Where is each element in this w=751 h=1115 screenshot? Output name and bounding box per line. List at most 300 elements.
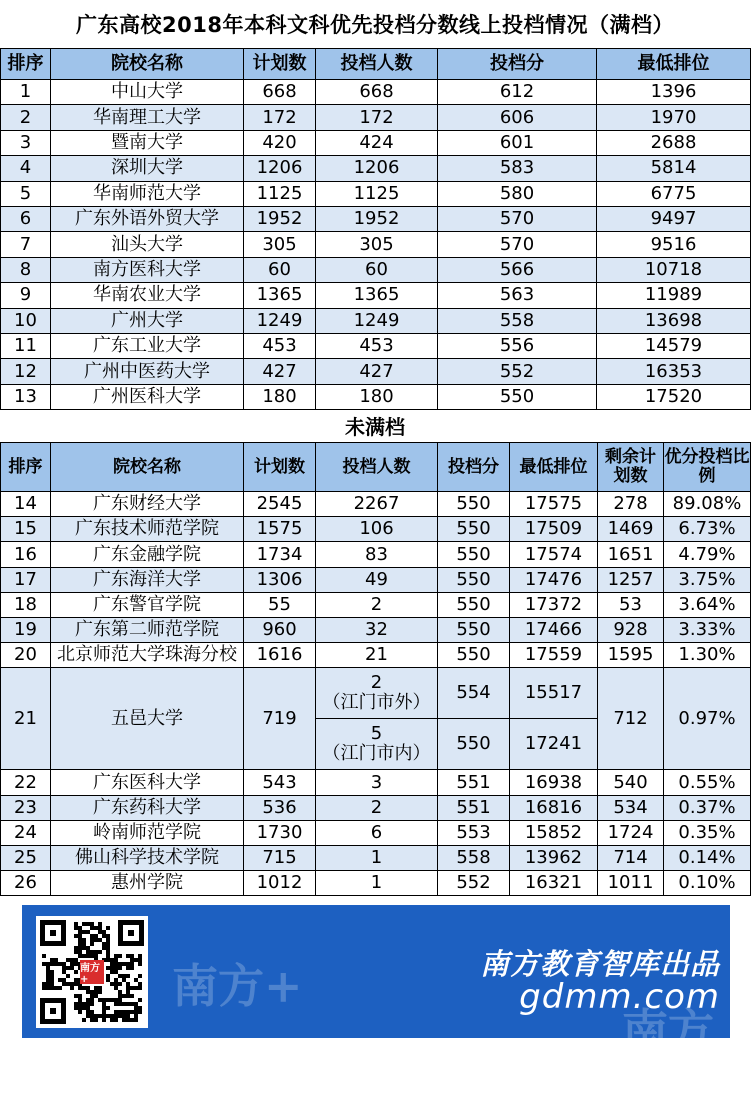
qr-module xyxy=(94,938,98,942)
qr-module xyxy=(98,950,102,954)
qr-module xyxy=(86,1006,90,1010)
qr-module xyxy=(106,998,110,1002)
cell-admitted: 49 xyxy=(316,567,438,592)
qr-module xyxy=(94,986,98,990)
qr-module xyxy=(114,1002,118,1006)
col-school: 院校名称 xyxy=(51,49,244,80)
qr-module xyxy=(138,958,142,962)
qr-module xyxy=(82,946,86,950)
qr-module xyxy=(138,1006,142,1010)
qr-module xyxy=(106,974,110,978)
cell-min-position: 9497 xyxy=(597,206,751,231)
qr-module xyxy=(134,978,138,982)
cell-score: 583 xyxy=(438,156,597,181)
qr-module xyxy=(114,978,118,982)
qr-module xyxy=(46,986,50,990)
qr-module xyxy=(94,990,98,994)
qr-module xyxy=(138,962,142,966)
qr-module xyxy=(102,998,106,1002)
cell-school: 广东医科大学 xyxy=(51,770,244,795)
cell-rank: 6 xyxy=(1,206,51,231)
cell-plan: 55 xyxy=(244,592,316,617)
cell-min-position: 5814 xyxy=(597,156,751,181)
qr-module xyxy=(130,1002,134,1006)
qr-module xyxy=(90,950,94,954)
cell-min-position: 16321 xyxy=(510,871,598,896)
qr-module xyxy=(114,986,118,990)
qr-module xyxy=(90,1014,94,1018)
qr-module xyxy=(82,930,86,934)
qr-module xyxy=(114,1018,118,1022)
cell-rank: 3 xyxy=(1,130,51,155)
cell-ratio: 3.64% xyxy=(664,592,751,617)
table-row xyxy=(1,80,751,105)
cell-score: 550 xyxy=(438,643,510,668)
cell-admitted: 6 xyxy=(316,820,438,845)
cell-rank: 5 xyxy=(1,181,51,206)
cell-remaining: 53 xyxy=(598,592,664,617)
qr-module xyxy=(134,1018,138,1022)
cell-admitted: 305 xyxy=(316,232,438,257)
cell-admitted: 106 xyxy=(316,517,438,542)
cell-plan: 1616 xyxy=(244,643,316,668)
cell-school: 南方医科大学 xyxy=(51,257,244,282)
cell-rank: 14 xyxy=(1,492,51,517)
qr-finder xyxy=(40,920,66,946)
cell-school: 惠州学院 xyxy=(51,871,244,896)
admitted-note: （江门市内） xyxy=(322,743,431,765)
qr-module xyxy=(42,954,46,958)
qr-module xyxy=(46,982,50,986)
qr-module xyxy=(130,954,134,958)
cell-ratio: 0.10% xyxy=(664,871,751,896)
qr-module xyxy=(94,1014,98,1018)
qr-module xyxy=(78,926,82,930)
qr-module xyxy=(90,926,94,930)
col-score: 投档分 xyxy=(438,49,597,80)
qr-module xyxy=(46,978,50,982)
cell-score: 552 xyxy=(438,871,510,896)
qr-module xyxy=(42,986,46,990)
cell-score: 570 xyxy=(438,206,597,231)
qr-module xyxy=(102,1002,106,1006)
cell-score: 580 xyxy=(438,181,597,206)
table-row xyxy=(1,308,751,333)
qr-module xyxy=(126,962,130,966)
cell-plan: 715 xyxy=(244,845,316,870)
table-row xyxy=(1,770,751,795)
qr-module xyxy=(118,1014,122,1018)
table-row xyxy=(1,517,751,542)
qr-module xyxy=(102,930,106,934)
qr-module xyxy=(54,958,58,962)
qr-module xyxy=(126,1014,130,1018)
qr-module xyxy=(78,934,82,938)
cell-min-position: 17509 xyxy=(510,517,598,542)
qr-module xyxy=(46,966,50,970)
table-row xyxy=(1,492,751,517)
qr-module xyxy=(130,994,134,998)
col-min-position: 最低排位 xyxy=(510,443,598,492)
brand-name: 南方教育智库出品 xyxy=(479,947,720,981)
qr-module xyxy=(82,922,86,926)
cell-ratio: 0.97% xyxy=(664,668,751,770)
qr-module xyxy=(86,922,90,926)
qr-module xyxy=(98,930,102,934)
qr-module xyxy=(86,1010,90,1014)
table-row xyxy=(1,130,751,155)
qr-module xyxy=(122,962,126,966)
qr-module xyxy=(74,934,78,938)
partial-table-header xyxy=(1,443,751,492)
cell-rank: 8 xyxy=(1,257,51,282)
table-row xyxy=(1,542,751,567)
col-rank: 排序 xyxy=(1,49,51,80)
qr-module xyxy=(114,966,118,970)
qr-module xyxy=(62,978,66,982)
qr-module xyxy=(46,962,50,966)
cell-remaining: 540 xyxy=(598,770,664,795)
qr-module xyxy=(70,966,74,970)
qr-module xyxy=(66,982,70,986)
qr-module xyxy=(110,982,114,986)
qr-module xyxy=(50,958,54,962)
qr-module xyxy=(126,1018,130,1022)
cell-score: 570 xyxy=(438,232,597,257)
cell-min-position: 13698 xyxy=(597,308,751,333)
qr-module xyxy=(50,974,54,978)
table-row xyxy=(1,592,751,617)
qr-module xyxy=(106,1006,110,1010)
cell-school: 广东海洋大学 xyxy=(51,567,244,592)
qr-module xyxy=(114,998,118,1002)
cell-admitted: 180 xyxy=(316,384,438,409)
cell-min-position: 14579 xyxy=(597,333,751,358)
qr-module xyxy=(122,1018,126,1022)
cell-score: 552 xyxy=(438,359,597,384)
qr-module xyxy=(74,926,78,930)
cell-remaining: 714 xyxy=(598,845,664,870)
cell-score: 566 xyxy=(438,257,597,282)
cell-remaining: 712 xyxy=(598,668,664,770)
qr-module xyxy=(98,986,102,990)
admitted-count: 2 xyxy=(370,671,383,693)
qr-module xyxy=(66,966,70,970)
qr-module xyxy=(102,934,106,938)
qr-module xyxy=(78,1010,82,1014)
qr-module xyxy=(74,1006,78,1010)
qr-module xyxy=(102,1010,106,1014)
qr-module xyxy=(106,926,110,930)
cell-plan: 960 xyxy=(244,617,316,642)
qr-module xyxy=(110,1018,114,1022)
cell-remaining: 928 xyxy=(598,617,664,642)
qr-module xyxy=(118,954,122,958)
cell-school: 广东金融学院 xyxy=(51,542,244,567)
qr-module xyxy=(94,1018,98,1022)
col-admitted: 投档人数 xyxy=(316,49,438,80)
qr-module xyxy=(106,950,110,954)
qr-module xyxy=(74,958,78,962)
qr-module xyxy=(70,962,74,966)
cell-score: 550 xyxy=(438,617,510,642)
qr-module xyxy=(82,938,86,942)
cell-min-position: 1396 xyxy=(597,80,751,105)
qr-module xyxy=(62,962,66,966)
cell-admitted: 1125 xyxy=(316,181,438,206)
qr-module xyxy=(82,1006,86,1010)
table-row xyxy=(1,871,751,896)
cell-min-position: 17241 xyxy=(510,719,598,770)
cell-school: 北京师范大学珠海分校 xyxy=(51,643,244,668)
cell-score: 554 xyxy=(438,668,510,719)
qr-module xyxy=(94,926,98,930)
cell-rank: 9 xyxy=(1,283,51,308)
qr-module xyxy=(122,1010,126,1014)
table-row xyxy=(1,795,751,820)
cell-remaining: 1595 xyxy=(598,643,664,668)
qr-module xyxy=(86,1002,90,1006)
qr-finder xyxy=(118,920,144,946)
cell-rank: 7 xyxy=(1,232,51,257)
qr-module xyxy=(114,982,118,986)
cell-rank: 18 xyxy=(1,592,51,617)
qr-module xyxy=(90,1002,94,1006)
qr-module xyxy=(122,1014,126,1018)
cell-ratio: 6.73% xyxy=(664,517,751,542)
cell-plan: 427 xyxy=(244,359,316,384)
cell-rank: 16 xyxy=(1,542,51,567)
qr-module xyxy=(78,950,82,954)
table-row xyxy=(1,567,751,592)
cell-score: 551 xyxy=(438,795,510,820)
table-row xyxy=(1,283,751,308)
cell-rank: 4 xyxy=(1,156,51,181)
qr-module xyxy=(78,994,82,998)
cell-rank: 13 xyxy=(1,384,51,409)
qr-module xyxy=(110,958,114,962)
cell-plan: 305 xyxy=(244,232,316,257)
qr-module xyxy=(118,990,122,994)
qr-module xyxy=(74,950,78,954)
qr-module xyxy=(126,1002,130,1006)
qr-module xyxy=(50,970,54,974)
qr-module xyxy=(110,966,114,970)
qr-module xyxy=(50,978,54,982)
cell-score: 550 xyxy=(438,719,510,770)
cell-school: 华南理工大学 xyxy=(51,105,244,130)
cell-school: 广州中医药大学 xyxy=(51,359,244,384)
qr-module xyxy=(110,998,114,1002)
admitted-count: 5 xyxy=(370,722,383,744)
cell-admitted: 427 xyxy=(316,359,438,384)
cell-plan: 719 xyxy=(244,668,316,770)
qr-module xyxy=(54,962,58,966)
cell-admitted: 453 xyxy=(316,333,438,358)
cell-school: 广东工业大学 xyxy=(51,333,244,358)
qr-finder xyxy=(40,998,66,1024)
cell-min-position: 17559 xyxy=(510,643,598,668)
cell-admitted: 2 xyxy=(316,592,438,617)
col-remaining: 剩余计划数 xyxy=(598,443,664,492)
cell-school: 暨南大学 xyxy=(51,130,244,155)
cell-plan: 2545 xyxy=(244,492,316,517)
qr-module xyxy=(98,998,102,1002)
qr-module xyxy=(138,986,142,990)
cell-plan: 668 xyxy=(244,80,316,105)
qr-module xyxy=(42,962,46,966)
cell-school: 中山大学 xyxy=(51,80,244,105)
qr-module xyxy=(110,970,114,974)
cell-min-position: 9516 xyxy=(597,232,751,257)
qr-module xyxy=(106,966,110,970)
cell-school: 广东第二师范学院 xyxy=(51,617,244,642)
cell-school: 广东财经大学 xyxy=(51,492,244,517)
cell-ratio: 0.35% xyxy=(664,820,751,845)
cell-ratio: 4.79% xyxy=(664,542,751,567)
cell-admitted: 424 xyxy=(316,130,438,155)
cell-rank: 23 xyxy=(1,795,51,820)
qr-module xyxy=(130,1018,134,1022)
cell-min-position: 17574 xyxy=(510,542,598,567)
cell-min-position: 11989 xyxy=(597,283,751,308)
cell-admitted: 1365 xyxy=(316,283,438,308)
qr-module xyxy=(110,1014,114,1018)
qr-module xyxy=(130,966,134,970)
cell-plan: 1734 xyxy=(244,542,316,567)
qr-module xyxy=(78,1006,82,1010)
table-row xyxy=(1,156,751,181)
cell-score: 558 xyxy=(438,845,510,870)
table-row xyxy=(1,617,751,642)
qr-module xyxy=(94,954,98,958)
cell-school: 华南农业大学 xyxy=(51,283,244,308)
qr-module xyxy=(90,942,94,946)
qr-module xyxy=(82,954,86,958)
cell-ratio: 3.33% xyxy=(664,617,751,642)
qr-module xyxy=(78,954,82,958)
qr-module xyxy=(98,926,102,930)
cell-remaining: 1469 xyxy=(598,517,664,542)
cell-rank: 17 xyxy=(1,567,51,592)
qr-module xyxy=(90,934,94,938)
qr-module xyxy=(126,1010,130,1014)
qr-module xyxy=(74,922,78,926)
qr-module xyxy=(90,922,94,926)
qr-module xyxy=(78,998,82,1002)
qr-module xyxy=(50,962,54,966)
qr-module xyxy=(98,990,102,994)
cell-min-position: 17520 xyxy=(597,384,751,409)
qr-module xyxy=(62,966,66,970)
qr-module xyxy=(90,1010,94,1014)
cell-min-position: 15517 xyxy=(510,668,598,719)
table-row xyxy=(1,105,751,130)
table-row xyxy=(1,232,751,257)
cell-plan: 1249 xyxy=(244,308,316,333)
cell-admitted: 21 xyxy=(316,643,438,668)
qr-module xyxy=(134,986,138,990)
cell-school: 广州大学 xyxy=(51,308,244,333)
qr-module xyxy=(62,970,66,974)
table-row xyxy=(1,257,751,282)
full-table-header xyxy=(1,49,751,80)
cell-school: 汕头大学 xyxy=(51,232,244,257)
cell-school: 广东药科大学 xyxy=(51,795,244,820)
cell-school: 华南师范大学 xyxy=(51,181,244,206)
cell-remaining: 534 xyxy=(598,795,664,820)
cell-plan: 1125 xyxy=(244,181,316,206)
qr-module xyxy=(118,998,122,1002)
qr-module xyxy=(70,958,74,962)
qr-module xyxy=(122,974,126,978)
cell-score: 550 xyxy=(438,517,510,542)
cell-ratio: 0.37% xyxy=(664,795,751,820)
cell-score: 550 xyxy=(438,567,510,592)
cell-score: 550 xyxy=(438,384,597,409)
cell-score: 563 xyxy=(438,283,597,308)
qr-module xyxy=(134,1010,138,1014)
page-title: 广东高校2018年本科文科优先投档分数线上投档情况（满档） xyxy=(76,13,674,37)
col-rank: 排序 xyxy=(1,443,51,492)
qr-module xyxy=(130,962,134,966)
cell-admitted: 2 xyxy=(316,795,438,820)
qr-module xyxy=(106,978,110,982)
cell-school: 岭南师范学院 xyxy=(51,820,244,845)
qr-module xyxy=(134,1014,138,1018)
cell-plan: 1306 xyxy=(244,567,316,592)
qr-module xyxy=(118,1002,122,1006)
table-row xyxy=(1,820,751,845)
cell-min-position: 17476 xyxy=(510,567,598,592)
qr-module xyxy=(90,954,94,958)
qr-module xyxy=(90,1018,94,1022)
cell-plan: 420 xyxy=(244,130,316,155)
cell-min-position: 6775 xyxy=(597,181,751,206)
qr-module xyxy=(106,1014,110,1018)
cell-score: 550 xyxy=(438,492,510,517)
qr-module xyxy=(78,942,82,946)
qr-module xyxy=(86,990,90,994)
col-plan: 计划数 xyxy=(244,443,316,492)
qr-module xyxy=(118,982,122,986)
cell-plan: 543 xyxy=(244,770,316,795)
qr-module xyxy=(134,1006,138,1010)
qr-module xyxy=(114,958,118,962)
qr-module xyxy=(130,958,134,962)
cell-ratio: 0.14% xyxy=(664,845,751,870)
cell-plan: 180 xyxy=(244,384,316,409)
cell-rank: 25 xyxy=(1,845,51,870)
qr-module xyxy=(122,1002,126,1006)
cell-admitted: 172 xyxy=(316,105,438,130)
cell-rank: 11 xyxy=(1,333,51,358)
qr-module xyxy=(90,990,94,994)
qr-module xyxy=(118,1010,122,1014)
cell-admitted xyxy=(316,719,438,770)
qr-module xyxy=(114,1014,118,1018)
cell-rank: 24 xyxy=(1,820,51,845)
qr-module xyxy=(138,982,142,986)
qr-module xyxy=(58,978,62,982)
cell-ratio: 89.08% xyxy=(664,492,751,517)
qr-module xyxy=(78,938,82,942)
qr-module xyxy=(94,934,98,938)
col-min-position: 最低排位 xyxy=(597,49,751,80)
qr-module xyxy=(130,1010,134,1014)
qr-module xyxy=(130,986,134,990)
qr-module xyxy=(62,982,66,986)
